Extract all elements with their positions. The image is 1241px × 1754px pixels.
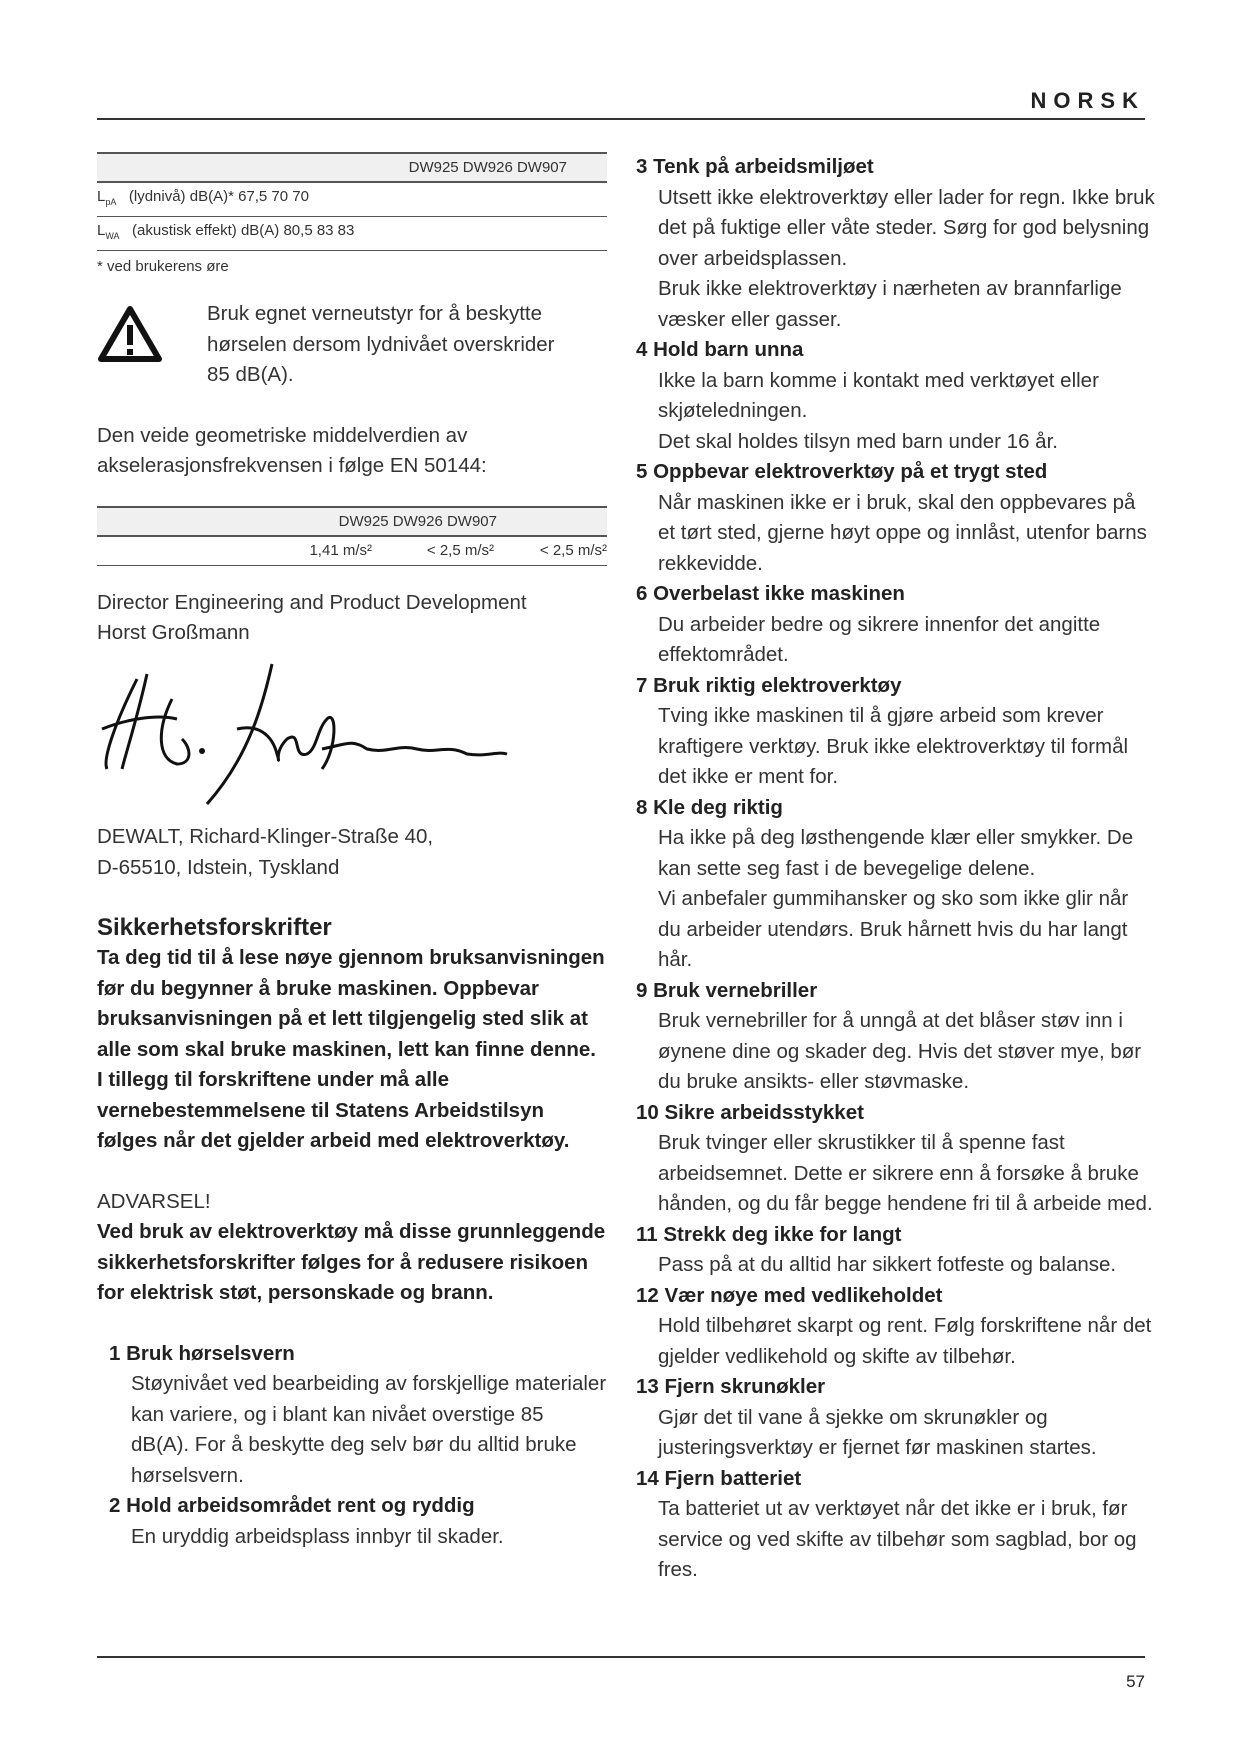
warning-label: ADVARSEL! bbox=[97, 1189, 211, 1213]
language-label: NORSK bbox=[1030, 88, 1145, 113]
safety-item-11: 11 Strekk deg ikke for langt Pass på at du alltid har sikkert fotfeste og balanse. bbox=[636, 1222, 1117, 1276]
vib-value-dw926: < 2,5 m/s² bbox=[392, 536, 502, 566]
hearing-warning bbox=[97, 295, 607, 391]
noise-table-header: DW925 DW926 DW907 bbox=[97, 153, 607, 182]
warning-triangle-icon bbox=[97, 305, 163, 363]
signatory-name: Horst Großmann bbox=[97, 621, 250, 644]
safety-item-12: 12 Vær nøye med vedlikeholdet Hold tilbehøret skarpt og rent. Følg forskriftene når det gjelder vedlikehold og skifte av tilbehør. bbox=[636, 1283, 1152, 1368]
right-column bbox=[636, 152, 1156, 1586]
noise-row-lpa: $L_{pA}$ (lydnivå) dB(A)* 67,5 70 70 bbox=[97, 182, 607, 217]
noise-table bbox=[97, 152, 607, 251]
noise-note: * ved brukerens øre bbox=[97, 258, 229, 275]
vibration-intro: Den veide geometriske middelverdien av akselerasjonsfrekvensen i følge EN 50144: bbox=[97, 423, 487, 477]
safety-intro: Ta deg tid til å lese nøye gjennom bruksanvisningen før du begynner å bruke maskinen. Oppbevar bruksanvisningen på et lett tilgjengelig sted slik at alle som skal bruke maskinen, lett kan finne denne. bbox=[97, 946, 605, 1061]
safety-item-1: 1 Bruk hørselsvern Støynivået ved bearbeiding av forskjellige materialer kan variere, og i blant kan nivået overstige 85 dB(A). For å beskytte deg selv bør du alltid bruke hørselsvern. bbox=[109, 1341, 607, 1487]
warning-paragraph: Ved bruk av elektroverktøy må disse grunnleggende sikkerhetsforskrifter følges for å redusere risikoen for elektrisk støt, personskade og brann. bbox=[97, 1220, 606, 1304]
vib-table-header: DW925 DW926 DW907 bbox=[97, 507, 607, 536]
page-header bbox=[97, 86, 1145, 120]
address-line-1: DEWALT, Richard-Klinger-Straße 40, bbox=[97, 825, 434, 848]
safety-item-10: 10 Sikre arbeidsstykket Bruk tvinger eller skrustikker til å spenne fast arbeidsemnet. Dette er sikrere enn å forsøke å bruke hånden, og du får begge hendene fri til å arbeide med. bbox=[636, 1100, 1153, 1215]
safety-item-14: 14 Fjern batteriet Ta batteriet ut av verktøyet når det ikke er i bruk, før service og ved skifte av tilbehør som sagblad, bor og fres. bbox=[636, 1466, 1137, 1581]
address-line-2: D-65510, Idstein, Tyskland bbox=[97, 855, 340, 879]
safety-item-13: 13 Fjern skrunøkler Gjør det til vane å sjekke om skrunøkler og justeringsverktøy er fjernet før maskinen startes. bbox=[636, 1375, 1097, 1459]
safety-item-8: 8 Kle deg riktig Ha ikke på deg løsthengende klær eller smykker. De kan sette seg fast i de bevegelige delene. Vi anbefaler gummihansker og sko som ikke glir når du arbeider utendørs. Bruk hårnett hvis du har langt hår. bbox=[636, 795, 1134, 971]
safety-item-3: 3 Tenk på arbeidsmiljøet Utsett ikke elektroverktøy eller lader for regn. Ikke bruk det på fuktige eller våte steder. Sørg for god belysning over arbeidsplassen. Bruk ikke elektroverktøy i nærheten av brannfarlige væsker eller gasser. bbox=[636, 155, 1155, 331]
vib-value-dw925: 1,41 m/s² bbox=[97, 536, 392, 566]
safety-item-6: 6 Overbelast ikke maskinen Du arbeider bedre og sikrere innenfor det angitte effektområdet. bbox=[636, 582, 1101, 666]
safety-item-4: 4 Hold barn unna Ikke la barn komme i kontakt med verktøyet eller skjøteledningen. Det skal holdes tilsyn med barn under 16 år. bbox=[636, 338, 1099, 453]
left-column bbox=[97, 152, 607, 1552]
noise-row-lwa: $L_{WA}$ (akustisk effekt) dB(A) 80,5 83 83 bbox=[97, 217, 607, 251]
safety-intro-2: I tillegg til forskriftene under må alle vernebestemmelsene til Statens Arbeidstilsyn følges når det gjelder arbeid med elektroverktøy. bbox=[97, 1068, 570, 1152]
safety-item-7: 7 Bruk riktig elektroverktøy Tving ikke maskinen til å gjøre arbeid som krever kraftigere verktøy. Bruk ikke elektroverktøy til formål det ikke er ment for. bbox=[636, 673, 1129, 788]
vib-value-dw907: < 2,5 m/s² bbox=[502, 536, 607, 566]
safety-item-9: 9 Bruk vernebriller Bruk vernebriller for å unngå at det blåser støv inn i øynene dine og skader deg. Hvis det støver mye, bør du bruke ansikts- eller støvmaske. bbox=[636, 978, 1142, 1093]
signatory-title: Director Engineering and Product Development bbox=[97, 590, 527, 614]
footer-rule bbox=[97, 1656, 1145, 1658]
safety-item-2: 2 Hold arbeidsområdet rent og ryddig En uryddig arbeidsplass innbyr til skader. bbox=[109, 1494, 504, 1548]
safety-item-5: 5 Oppbevar elektroverktøy på et trygt sted Når maskinen ikke er i bruk, skal den oppbevares på et tørt sted, gjerne høyt oppe og innlåst, utenfor barns rekkevidde. bbox=[636, 460, 1147, 575]
page-number: 57 bbox=[1126, 1672, 1145, 1691]
vibration-table bbox=[97, 506, 607, 566]
safety-title: Sikkerhetsforskrifter bbox=[97, 914, 332, 941]
signature bbox=[97, 659, 517, 809]
warning-text: Bruk egnet verneutstyr for å beskytte hørselen dersom lydnivået overskrider 85 dB(A). bbox=[207, 302, 555, 386]
